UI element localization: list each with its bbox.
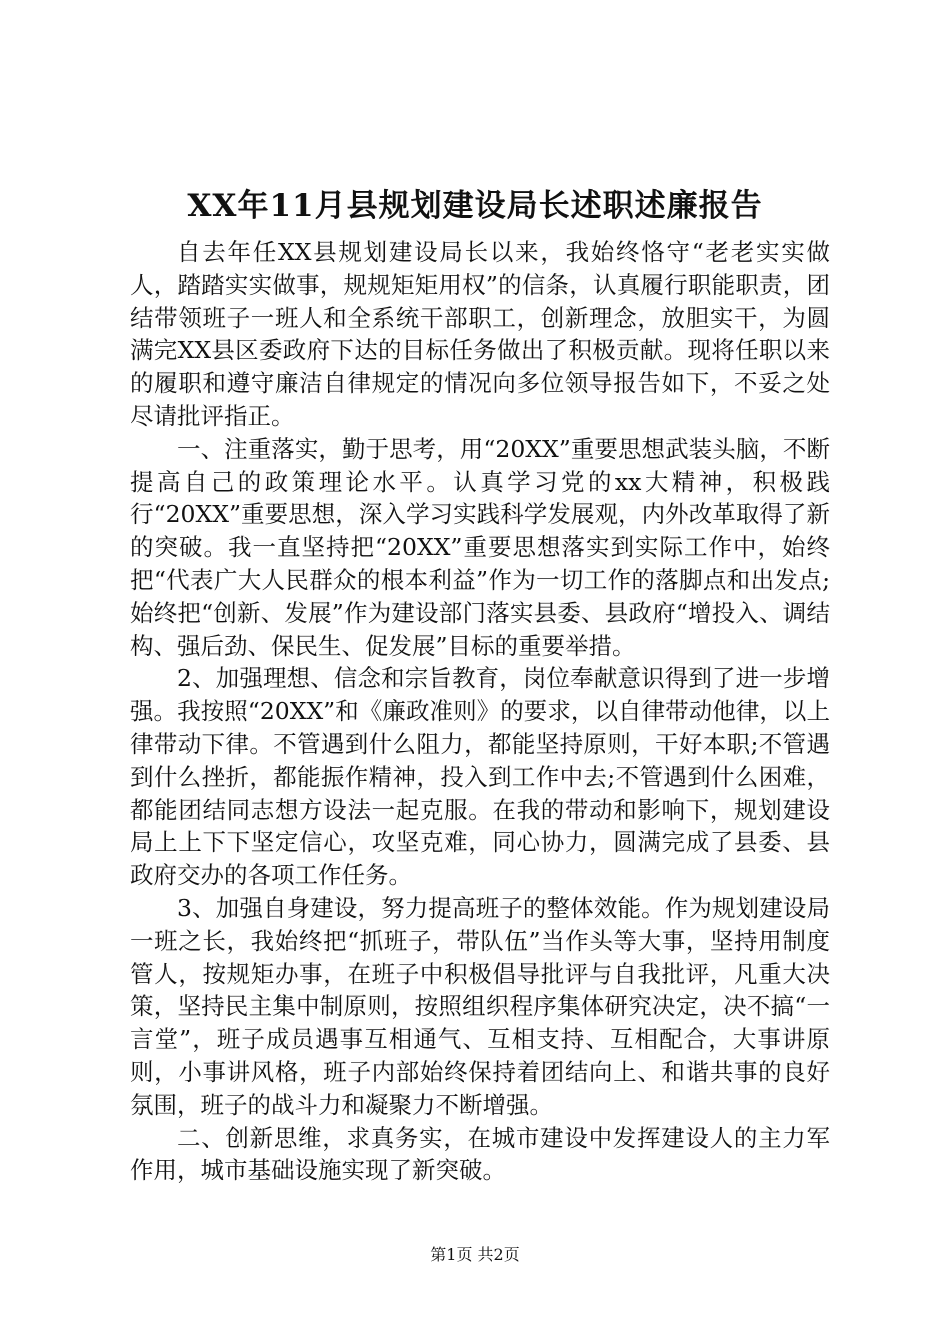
paragraph-intro: 自去年任XX县规划建设局长以来，我始终恪守“老老实实做人，踏踏实实做事，规规矩矩用权”的信条，认真履行职能职责，团结带领班子一班人和全系统干部职工，创新理念，放胆实干，为圆满完XX县区委政府下达的目标任务做出了积极贡献。现将任职以来的履职和遵守廉洁自律规定的情况向多位领导报告如下，不妥之处尽请批评指正。 xyxy=(130,238,830,430)
document-title: XX年11月县规划建设局长述职述廉报告 xyxy=(187,188,763,224)
paragraph-section-1: 一、注重落实，勤于思考，用“20XX”重要思想武装头脑，不断提高自己的政策理论水平。认真学习党的xx大精神，积极践行“20XX”重要思想，深入学习实践科学发展观，内外改革取得了新的突破。我一直坚持把“20XX”重要思想落实到实际工作中，始终把“代表广大人民群众的根本利益”作为一切工作的落脚点和出发点;始终把“创新、发展”作为建设部门落实县委、县政府“增投入、调结构、强后劲、保民生、促发展”目标的重要举措。 xyxy=(130,434,830,660)
paragraph-section-2: 二、创新思维，求真务实，在城市建设中发挥建设人的主力军作用，城市基础设施实现了新突破。 xyxy=(130,1123,830,1185)
paragraph-item-2: 2、加强理想、信念和宗旨教育，岗位奉献意识得到了进一步增强。我按照“20XX”和《廉政准则》的要求，以自律带动他律，以上律带动下律。不管遇到什么阻力，都能坚持原则，干好本职;不管遇到什么挫折，都能振作精神，投入到工作中去;不管遇到什么困难，都能团结同志想方设法一起克服。在我的带动和影响下，规划建设局上上下下坚定信心，攻坚克难，同心协力，圆满完成了县委、县政府交办的各项工作任务。 xyxy=(130,664,830,890)
paragraph-item-3: 3、加强自身建设，努力提高班子的整体效能。作为规划建设局一班之长，我始终把“抓班子，带队伍”当作头等大事，坚持用制度管人，按规矩办事，在班子中积极倡导批评与自我批评，凡重大决策，坚持民主集中制原则，按照组织程序集体研究决定，决不搞“一言堂”，班子成员遇事互相通气、互相支持、互相配合，大事讲原则，小事讲风格，班子内部始终保持着团结向上、和谐共事的良好氛围，班子的战斗力和凝聚力不断增强。 xyxy=(130,893,830,1119)
document-body xyxy=(130,236,830,1187)
page-number-footer: 第1页 共2页 xyxy=(430,1245,520,1264)
